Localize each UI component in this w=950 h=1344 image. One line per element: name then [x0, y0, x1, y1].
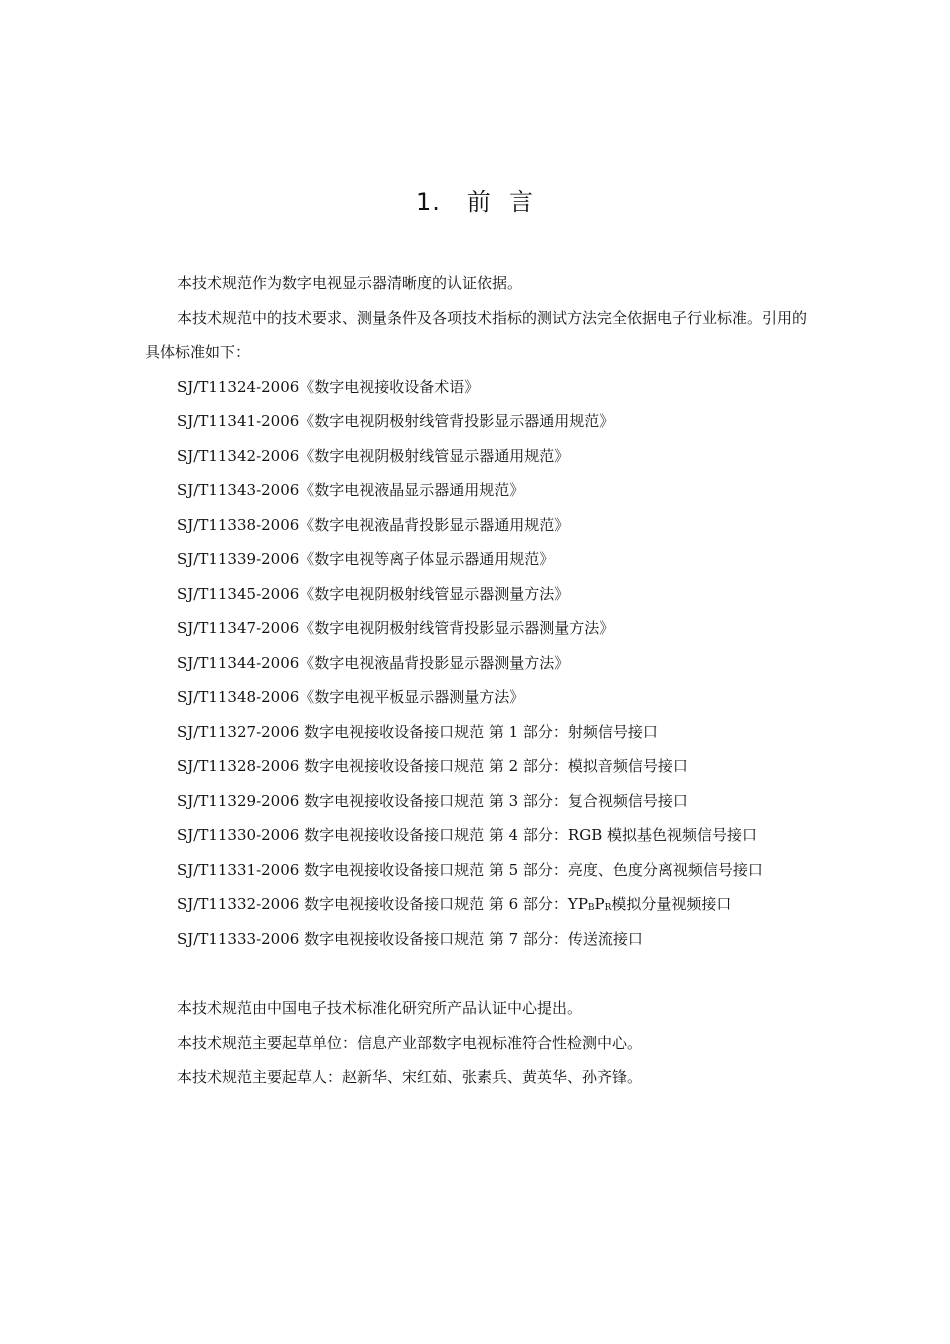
intro-paragraph-2: 本技术规范中的技术要求、测量条件及各项技术指标的测试方法完全依据电子行业标准。引用的具体标准如下：: [145, 308, 808, 361]
reference-item-ypbpr: [145, 887, 807, 922]
closing-paragraph: 本技术规范由中国电子技术标准化研究所产品认证中心提出。: [177, 999, 583, 1017]
reference-item: SJ/T11348-2006《数字电视平板显示器测量方法》: [177, 688, 525, 706]
reference-item: SJ/T11333-2006 数字电视接收设备接口规范 第 7 部分：传送流接口: [177, 929, 643, 948]
reference-item: SJ/T11342-2006《数字电视阴极射线管显示器通用规范》: [177, 446, 570, 465]
reference-item: SJ/T11324-2006《数字电视接收设备术语》: [177, 377, 480, 396]
intro-paragraph-1: 本技术规范作为数字电视显示器清晰度的认证依据。: [177, 274, 523, 292]
ypbpr-p1: P: [577, 895, 588, 913]
reference-item: SJ/T11328-2006 数字电视接收设备接口规范 第 2 部分：模拟音频信号接口: [177, 757, 688, 775]
reference-item: SJ/T11327-2006 数字电视接收设备接口规范 第 1 部分：射频信号接口: [177, 722, 658, 741]
paragraph-gap: [145, 956, 807, 991]
reference-item: SJ/T11330-2006 数字电视接收设备接口规范 第 4 部分：RGB 模拟基色视频信号接口: [177, 826, 757, 844]
ypbpr-suffix: 模拟分量视频接口: [611, 895, 732, 913]
ypbpr-sub-r: R: [604, 903, 612, 913]
reference-item: SJ/T11345-2006《数字电视阴极射线管显示器测量方法》: [177, 584, 570, 603]
reference-item: SJ/T11344-2006《数字电视液晶背投影显示器测量方法》: [177, 653, 570, 672]
reference-item: SJ/T11341-2006《数字电视阴极射线管背投影显示器通用规范》: [177, 412, 615, 430]
reference-item: SJ/T11338-2006《数字电视液晶背投影显示器通用规范》: [177, 515, 570, 534]
reference-item: SJ/T11347-2006《数字电视阴极射线管背投影显示器测量方法》: [177, 619, 615, 637]
closing-paragraph: 本技术规范主要起草人：赵新华、宋红茹、张素兵、黄英华、孙齐锋。: [177, 1068, 643, 1086]
ypbpr-p2: P: [594, 895, 605, 913]
ypbpr-prefix: SJ/T11332-2006 数字电视接收设备接口规范 第 6 部分：Y: [177, 895, 578, 913]
closing-paragraph: 本技术规范主要起草单位：信息产业部数字电视标准符合性检测中心。: [177, 1033, 643, 1052]
reference-item: SJ/T11339-2006《数字电视等离子体显示器通用规范》: [177, 550, 555, 568]
reference-item: SJ/T11331-2006 数字电视接收设备接口规范 第 5 部分：亮度、色度分离视频信号接口: [177, 860, 763, 879]
section-heading: 1. 前 言: [415, 188, 535, 216]
reference-item: SJ/T11329-2006 数字电视接收设备接口规范 第 3 部分：复合视频信号接口: [177, 791, 688, 810]
reference-item: SJ/T11343-2006《数字电视液晶显示器通用规范》: [177, 481, 525, 499]
body-text: [145, 266, 807, 1095]
ypbpr-sub-b: B: [587, 903, 595, 913]
